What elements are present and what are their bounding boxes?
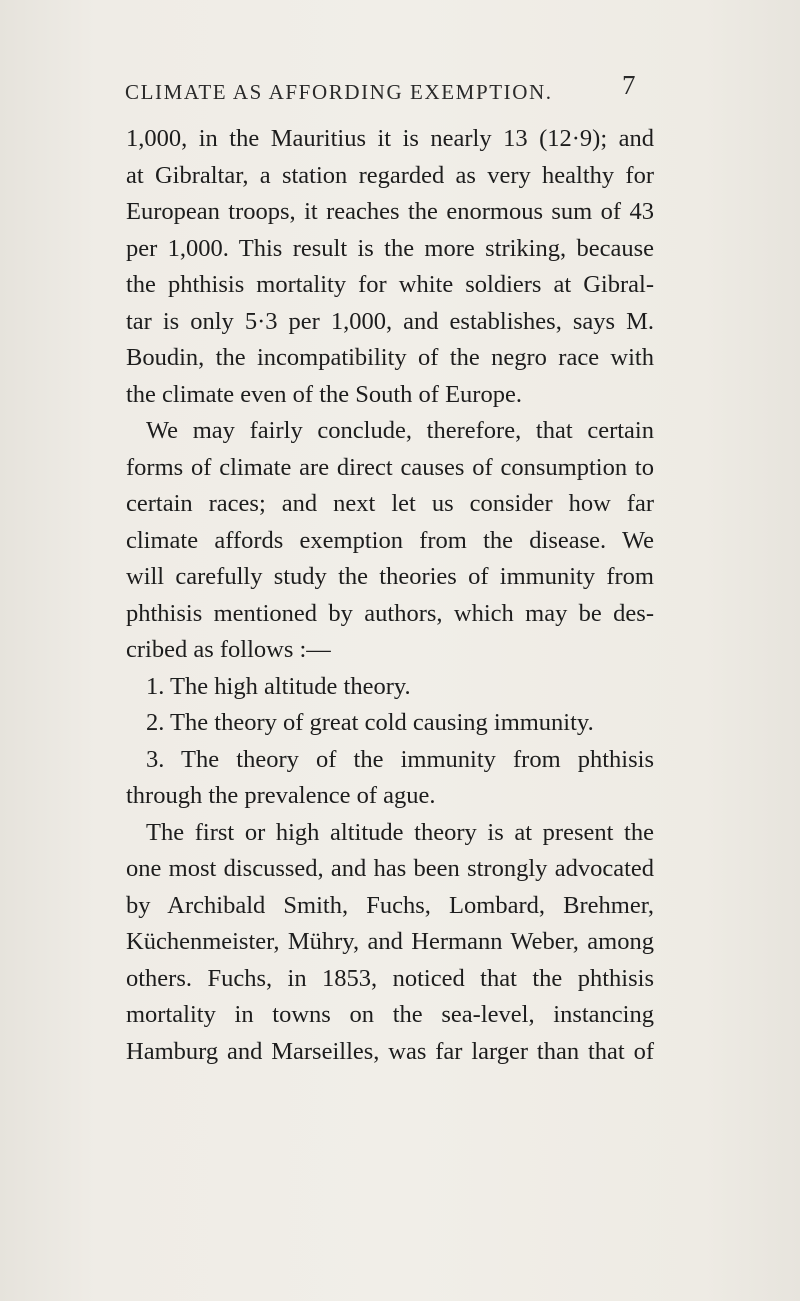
text-line: The first or high altitude theory is at present the [146, 819, 654, 846]
text-line: the climate even of the South of Europe. [126, 381, 522, 408]
list-item: 1. The high altitude theory. [146, 673, 411, 700]
text-line: mortality in towns on the sea-level, instancing [126, 1001, 654, 1028]
list-item: 2. The theory of great cold causing immunity. [146, 709, 594, 736]
text-line: Boudin, the incompatibility of the negro race with [126, 344, 654, 371]
text-line: one most discussed, and has been strongly advocated [126, 855, 654, 882]
text-line: phthisis mentioned by authors, which may be des- [126, 600, 654, 627]
text-line: 1,000, in the Mauritius it is nearly 13 (12·9); and [126, 125, 654, 152]
text-line: forms of climate are direct causes of consumption to [126, 454, 654, 481]
text-line: through the prevalence of ague. [126, 782, 436, 809]
text-line: European troops, it reaches the enormous sum of 43 [126, 198, 654, 225]
text-line: certain races; and next let us consider how far [126, 490, 654, 517]
text-line: cribed as follows :— [126, 636, 331, 663]
list-item: 3. The theory of the immunity from phthisis [146, 746, 654, 773]
text-line: tar is only 5·3 per 1,000, and establishes, says M. [126, 308, 654, 335]
text-line: Hamburg and Marseilles, was far larger than that of [126, 1038, 654, 1065]
page-number: 7 [622, 70, 636, 100]
text-line: Küchenmeister, Mühry, and Hermann Weber, among [126, 928, 654, 955]
text-line: per 1,000. This result is the more striking, because [126, 235, 654, 262]
text-line: will carefully study the theories of immunity from [126, 563, 654, 590]
text-line: the phthisis mortality for white soldiers at Gibral- [126, 271, 654, 298]
text-line: We may fairly conclude, therefore, that certain [146, 417, 654, 444]
text-line: climate affords exemption from the disease. We [126, 527, 654, 554]
running-head: CLIMATE AS AFFORDING EXEMPTION. [125, 80, 553, 104]
text-line: by Archibald Smith, Fuchs, Lombard, Brehmer, [126, 892, 654, 919]
text-line: others. Fuchs, in 1853, noticed that the phthisis [126, 965, 654, 992]
text-line: at Gibraltar, a station regarded as very healthy for [126, 162, 654, 189]
